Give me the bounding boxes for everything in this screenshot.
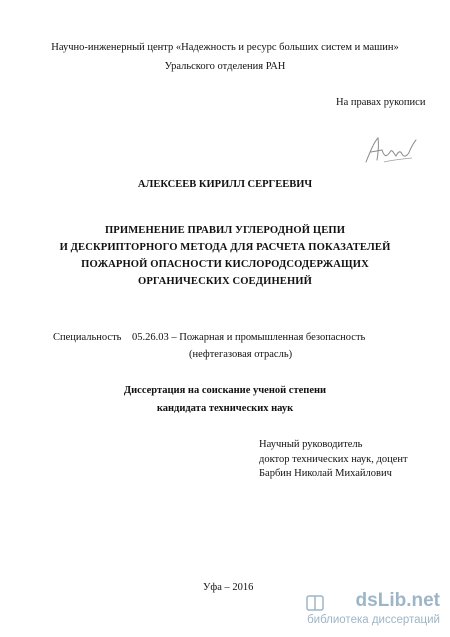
title-line: ПРИМЕНЕНИЕ ПРАВИЛ УГЛЕРОДНОЙ ЦЕПИ: [104, 225, 346, 236]
organization-department: Уральского отделения РАН: [164, 61, 286, 72]
title-line: И ДЕСКРИПТОРНОГО МЕТОДА ДЛЯ РАСЧЕТА ПОКАЗАТЕЛЕЙ: [59, 242, 391, 253]
watermark-logo: dsLib.net: [355, 590, 440, 611]
specialty-code: 05.26.03: [131, 332, 169, 343]
specialty-name: – Пожарная и промышленная безопасность: [171, 332, 366, 343]
watermark: [300, 588, 450, 637]
organization-name: Научно-инженерный центр «Надежность и ресурс больших систем и машин»: [51, 42, 399, 53]
degree-line: кандидата технических наук: [156, 403, 294, 414]
author-name: АЛЕКСЕЕВ КИРИЛЛ СЕРГЕЕВИЧ: [137, 179, 313, 190]
book-icon: [304, 592, 326, 614]
specialty-label: Специальность: [53, 332, 122, 343]
degree-line: Диссертация на соискание ученой степени: [123, 385, 327, 396]
supervisor-block: [259, 438, 408, 482]
title-line: ОРГАНИЧЕСКИХ СОЕДИНЕНИЙ: [138, 276, 312, 287]
specialty-branch: (нефтегазовая отрасль): [189, 349, 293, 360]
supervisor-name: Барбин Николай Михайлович: [259, 468, 392, 479]
manuscript-note: На правах рукописи: [336, 97, 426, 108]
supervisor-degree: доктор технических наук, доцент: [259, 453, 408, 465]
signature-icon: [362, 132, 420, 168]
city-year: Уфа – 2016: [203, 582, 254, 593]
supervisor-role: Научный руководитель: [259, 439, 363, 450]
watermark-subtitle: библиотека диссертаций: [307, 614, 440, 626]
dissertation-title: [0, 222, 450, 290]
title-line: ПОЖАРНОЙ ОПАСНОСТИ КИСЛОРОДСОДЕРЖАЩИХ: [81, 259, 369, 270]
specialty-line: [53, 331, 365, 344]
